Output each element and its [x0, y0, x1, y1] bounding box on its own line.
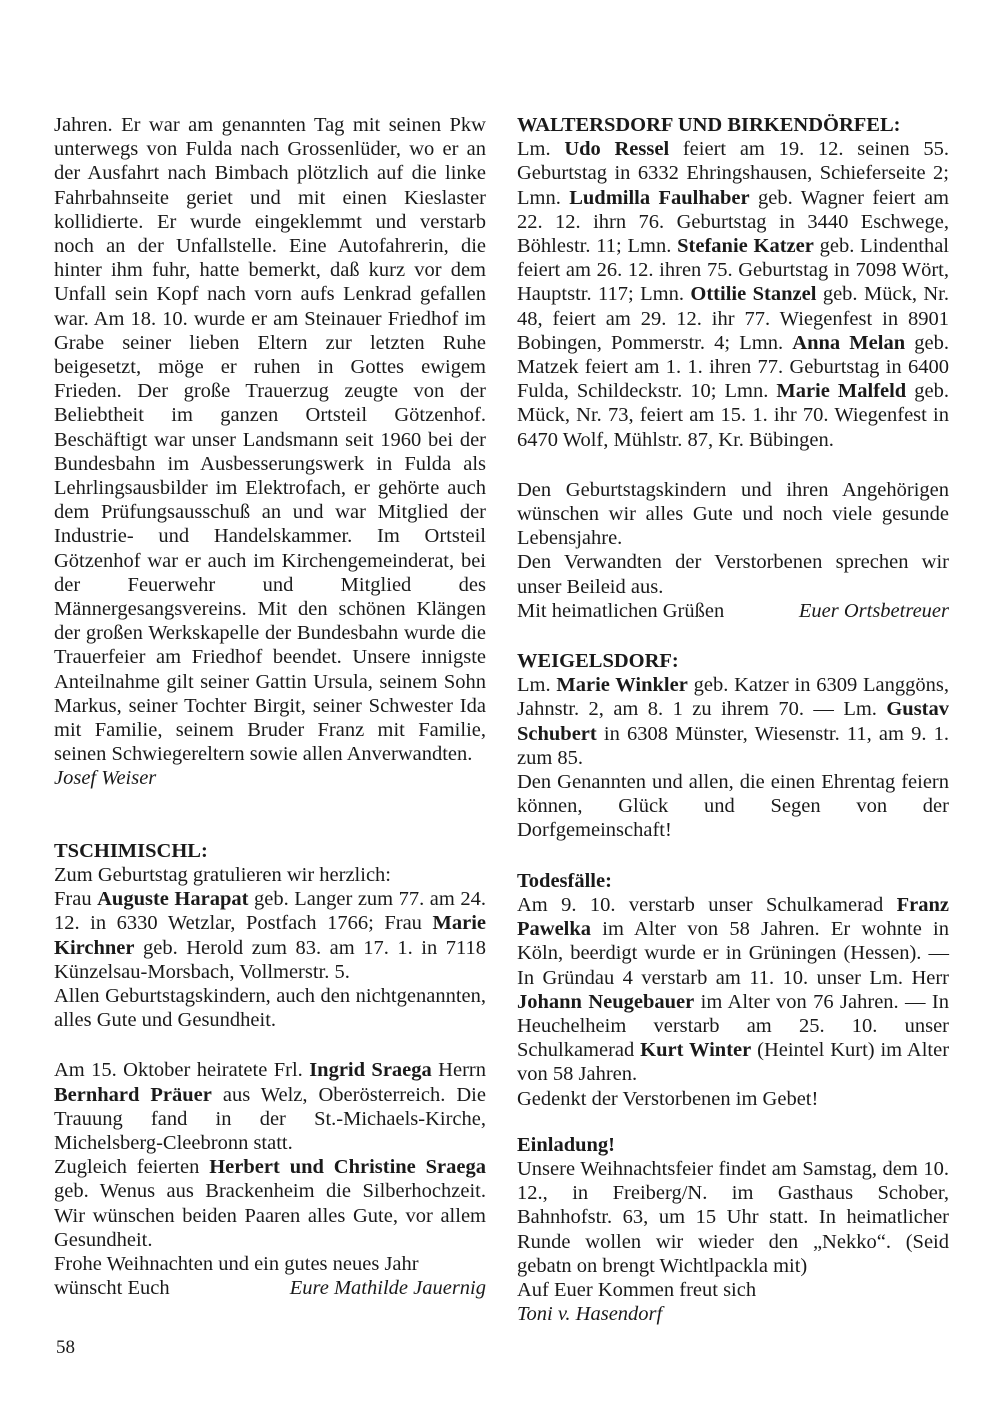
- weigelsdorf-section: [517, 649, 949, 843]
- person-name: Johann Neugebauer: [517, 990, 695, 1013]
- waltersdorf-heading: WALTERSDORF UND BIRKENDÖRFEL:: [517, 114, 901, 136]
- obituary-section: [54, 113, 486, 791]
- person-name: Herbert und Christine Sraega: [209, 1156, 487, 1179]
- obituary-signature: Josef Weiser: [54, 767, 157, 790]
- waltersdorf-wishes: Den Geburtstagskindern und ihren Angehörigen wünschen wir alles Gute und noch viele gesunde Lebensjahre.: [517, 478, 949, 550]
- waltersdorf-farewell: Mit heimatlichen Grüßen Euer Ortsbetreuer: [517, 599, 949, 622]
- person-name: Marie Winkler: [556, 674, 688, 697]
- person-name: Udo Ressel: [564, 138, 670, 161]
- person-name: Marie Malfeld: [776, 380, 907, 403]
- invitation-section: [517, 1133, 949, 1327]
- tschimischl-farewell: wünscht Euch Eure Mathilde Jauernig: [54, 1277, 486, 1300]
- person-name: Anna Melan: [792, 331, 906, 354]
- page-number: 58: [56, 1337, 75, 1358]
- deaths-section: [517, 869, 949, 1111]
- person-name: Marie Kirchner: [54, 912, 486, 959]
- deaths-remember: Gedenkt der Verstorbenen im Gebet!: [517, 1087, 819, 1110]
- invitation-heading: Einladung!: [517, 1133, 615, 1156]
- tschimischl-section: [54, 839, 486, 1301]
- invitation-text: Unsere Weihnachtsfeier findet am Samstag, dem 10. 12., in Freiberg/N. im Gasthaus Schober, Bahnhofstr. 63, um 15 Uhr statt. In heimatlicher Runde wollen wir wieder den „Nekko“. (Seid gebatn on brengt Wichtlpackla mit): [517, 1157, 949, 1277]
- invitation-closing: Auf Euer Kommen freut sich: [517, 1278, 757, 1301]
- tschimischl-silver-wedding: Zugleich feierten Herbert und Christine Sraega geb. Wenus aus Brackenheim die Silberhochzeit. Wir wünschen beiden Paaren alles Gute, vor allem Gesundheit.: [54, 1156, 487, 1251]
- weigelsdorf-heading: WEIGELSDORF:: [517, 650, 679, 673]
- tschimischl-birthdays: Frau Auguste Harapat geb. Langer zum 77. am 24. 12. in 6330 Wetzlar, Postfach 1766; Frau Marie Kirchner geb. Herold zum 83. am 17. 1. in 7118 Künzelsau-Morsbach, Vollmerstr. 5.: [54, 888, 487, 983]
- deaths-text: Am 9. 10. verstarb unser Schulkamerad Franz Pawelka im Alter von 58 Jahren. Er wohnte in Köln, beerdigt wurde er in Grüningen (Hessen). — In Gründau 4 verstarb am 11. 10. unser Lm. Herr Johann Neugebauer im Alter von 76 Jahren. — In Heuchelheim verstarb am 25. 10. unser Schulkamerad Kurt Winter (Heintel Kurt) im Alter von 58 Jahren.: [517, 893, 950, 1086]
- right-column: [517, 113, 949, 1326]
- left-column: [54, 113, 486, 1300]
- person-name: Ludmilla Faulhaber: [569, 186, 750, 209]
- person-name: Ottilie Stanzel: [690, 283, 817, 306]
- weigelsdorf-birthdays: Lm. Marie Winkler geb. Katzer in 6309 Langgöns, Jahnstr. 2, am 8. 1 zu ihrem 70. — Lm. Gustav Schubert in 6308 Münster, Wiesenstr. 11, am 9. 1. zum 85.: [517, 674, 949, 769]
- tschimischl-wedding: Am 15. Oktober heiratete Frl. Ingrid Sraega Herrn Bernhard Präuer aus Welz, Oberösterreich. Die Trauung fand in der St.-Michaels-Kirche, Michelsberg-Cleebronn statt.: [54, 1059, 486, 1154]
- waltersdorf-condolence: Den Verwandten der Verstorbenen sprechen wir unser Beileid aus.: [517, 551, 949, 598]
- deaths-heading: Todesfälle:: [517, 869, 612, 892]
- person-name: Gustav Schubert: [517, 698, 949, 745]
- person-name: Stefanie Katzer: [677, 235, 814, 258]
- tschimischl-greeting: Frohe Weihnachten und ein gutes neues Jahr: [54, 1252, 419, 1275]
- obituary-text: Jahren. Er war am genannten Tag mit seinen Pkw unterwegs von Fulda nach Grossenlüder, wo er an der Ausfahrt nach Bimbach plötzlich auf die linke Fahrbahnseite geriet und mit einen Kieslaster kollidierte. Er wurde eingeklemmt und verstarb noch an der Unfallstelle. Eine Autofahrerin, die hinter ihm fuhr, hatte bemerkt, daß kurz vor dem Unfall sein Kopf nach vorn aufs Lenkrad gefallen war. Am 18. 10. wurde er am Steinauer Friedhof im Grabe seiner lieben Eltern zur letzten Ruhe beigesetzt, möge er ruhen in Gottes ewigem Frieden. Der große Trauerzug zeugte von der Beliebtheit im ganzen Ortsteil Götzenhof. Beschäftigt war unser Landsmann seit 1960 bei der Bundesbahn im Ausbesserungswerk in Fulda als Lehrlingsausbilder im Elektrofach, er gehörte auch dem Prüfungsausschuß an und war Mitglied der Industrie- und Handelskammer. Im Ortsteil Götzenhof war er auch im Kirchengemeinderat, bei der Feuerwehr und Mitglied des Männergesangsvereins. Mit den schönen Klängen der großen Werkskapelle der Bundesbahn wurde die Trauerfeier am Friedhof beendet. Unsere innigste Anteilnahme gilt seiner Gattin Ursula, seinem Sohn Markus, seiner Tochter Birgit, seiner Schwester Ida mit Familie, seinem Bruder Franz mit Familie, seinen Schwiegereltern sowie allen Anverwandten.: [54, 114, 486, 766]
- tschimischl-heading: TSCHIMISCHL:: [54, 839, 208, 862]
- waltersdorf-birthdays: Lm. Udo Ressel feiert am 19. 12. seinen 55. Geburtstag in 6332 Ehringshausen, Schieferseite 2; Lmn. Ludmilla Faulhaber geb. Wagner feiert am 22. 12. ihrn 76. Geburtstag in 3440 Eschwege, Böhlestr. 11; Lmn. Stefanie Katzer geb. Lindenthal feiert am 26. 12. ihren 75. Geburtstag in 7098 Wört, Hauptstr. 117; Lmn. Ottilie Stanzel geb. Mück, Nr. 48, feiert am 29. 12. ihr 77. Wiegenfest in 8901 Bobingen, Pommerstr. 4; Lmn. Anna Melan geb. Matzek feiert am 1. 1. ihren 77. Geburtstag in 6400 Fulda, Schildeckstr. 10; Lmn. Marie Malfeld geb. Mück, Nr. 73, feiert am 15. 1. ihr 70. Wiegenfest in 6470 Wolf, Mühlstr. 87, Kr. Bübingen.: [517, 138, 950, 451]
- tschimischl-signature: Eure Mathilde Jauernig: [289, 1277, 486, 1300]
- invitation-signature: Toni v. Hasendorf: [517, 1303, 663, 1326]
- waltersdorf-section: [517, 113, 949, 623]
- waltersdorf-signature: Euer Ortsbetreuer: [798, 599, 949, 622]
- person-name: Bernhard Präuer: [54, 1083, 212, 1106]
- person-name: Kurt Winter: [640, 1039, 752, 1062]
- tschimischl-wishes: Allen Geburtstagskindern, auch den nichtgenannten, alles Gute und Gesundheit.: [54, 984, 486, 1032]
- person-name: Franz Pawelka: [517, 893, 949, 941]
- person-name: Auguste Harapat: [97, 888, 249, 911]
- person-name: Ingrid Sraega: [309, 1059, 432, 1082]
- tschimischl-intro: Zum Geburtstag gratulieren wir herzlich:: [54, 863, 391, 886]
- weigelsdorf-wishes: Den Genannten und allen, die einen Ehrentag feiern können, Glück und Segen von der Dorfgemeinschaft!: [517, 771, 949, 842]
